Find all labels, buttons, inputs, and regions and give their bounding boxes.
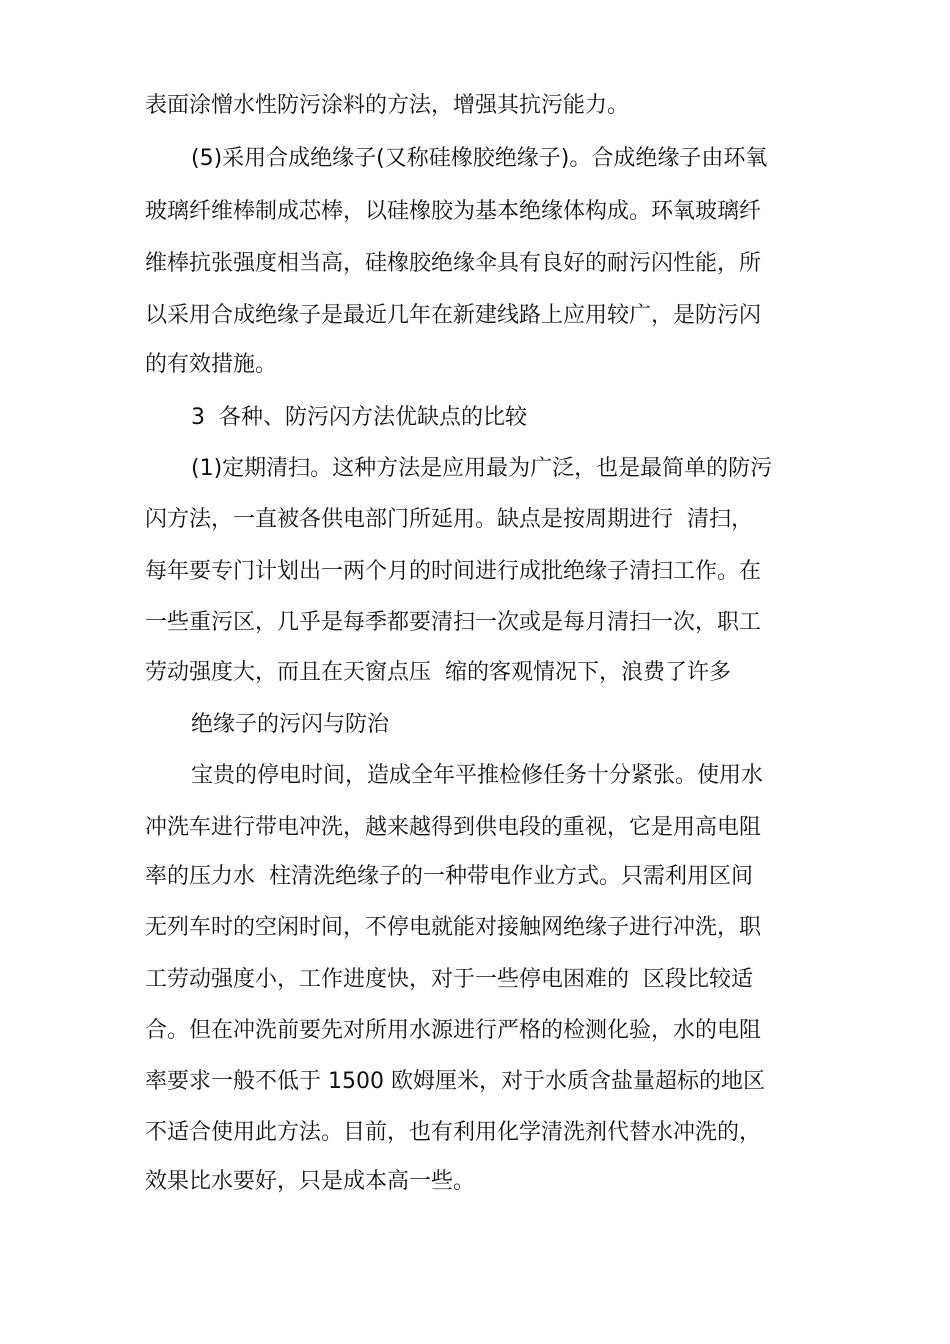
section-heading: 3 各种、防污闪方法优缺点的比较 bbox=[191, 405, 527, 430]
paragraph-line: 闪方法，一直被各供电部门所延用。缺点是按周期进行 清扫， bbox=[145, 507, 753, 532]
running-header: 绝缘子的污闪与防治 bbox=[191, 712, 390, 737]
paragraph-line: 玻璃纤维棒制成芯棒，以硅橡胶为基本绝缘体构成。环氧玻璃纤 bbox=[145, 199, 762, 224]
paragraph-line: 率的压力水 柱清洗绝缘子的一种带电作业方式。只需利用区间 bbox=[145, 864, 753, 889]
paragraph-line: 的有效措施。 bbox=[145, 352, 278, 377]
paragraph-line: 一些重污区，几乎是每季都要清扫一次或是每月清扫一次，职工 bbox=[145, 610, 762, 635]
paragraph-line: 率要求一般不低于 1500 欧姆厘米，对于水质含盐量超标的地区 bbox=[145, 1069, 765, 1094]
paragraph-line: 表面涂憎水性防污涂料的方法，增强其抗污能力。 bbox=[145, 93, 630, 118]
paragraph-line: (5)采用合成绝缘子(又称硅橡胶绝缘子)。合成绝缘子由环氧 bbox=[191, 146, 768, 171]
paragraph-line: 无列车时的空闲时间，不停电就能对接触网绝缘子进行冲洗，职 bbox=[145, 915, 762, 940]
paragraph-line: 宝贵的停电时间，造成全年平推检修任务十分紧张。使用水 bbox=[191, 763, 764, 788]
paragraph-line: 工劳动强度小，工作进度快，对于一些停电困难的 区段比较适 bbox=[145, 967, 753, 992]
paragraph-line: 不适合使用此方法。目前，也有利用化学清洗剂代替水冲洗的， bbox=[145, 1120, 762, 1145]
paragraph-line: 效果比水要好，只是成本高一些。 bbox=[145, 1169, 476, 1194]
paragraph-line: 维棒抗张强度相当高，硅橡胶绝缘伞具有良好的耐污闪性能，所 bbox=[145, 251, 762, 276]
paragraph-line: 合。但在冲洗前要先对所用水源进行严格的检测化验，水的电阻 bbox=[145, 1018, 762, 1043]
paragraph-line: 以采用合成绝缘子是最近几年在新建线路上应用较广，是防污闪 bbox=[145, 303, 762, 328]
paragraph-line: 每年要专门计划出一两个月的时间进行成批绝缘子清扫工作。在 bbox=[145, 559, 762, 584]
paragraph-line: (1)定期清扫。这种方法是应用最为广泛，也是最简单的防污 bbox=[191, 456, 773, 481]
paragraph-line: 劳动强度大，而且在天窗点压 缩的客观情况下，浪费了许多 bbox=[145, 660, 731, 685]
paragraph-line: 冲洗车进行带电冲洗，越来越得到供电段的重视，它是用高电阻 bbox=[145, 815, 762, 840]
